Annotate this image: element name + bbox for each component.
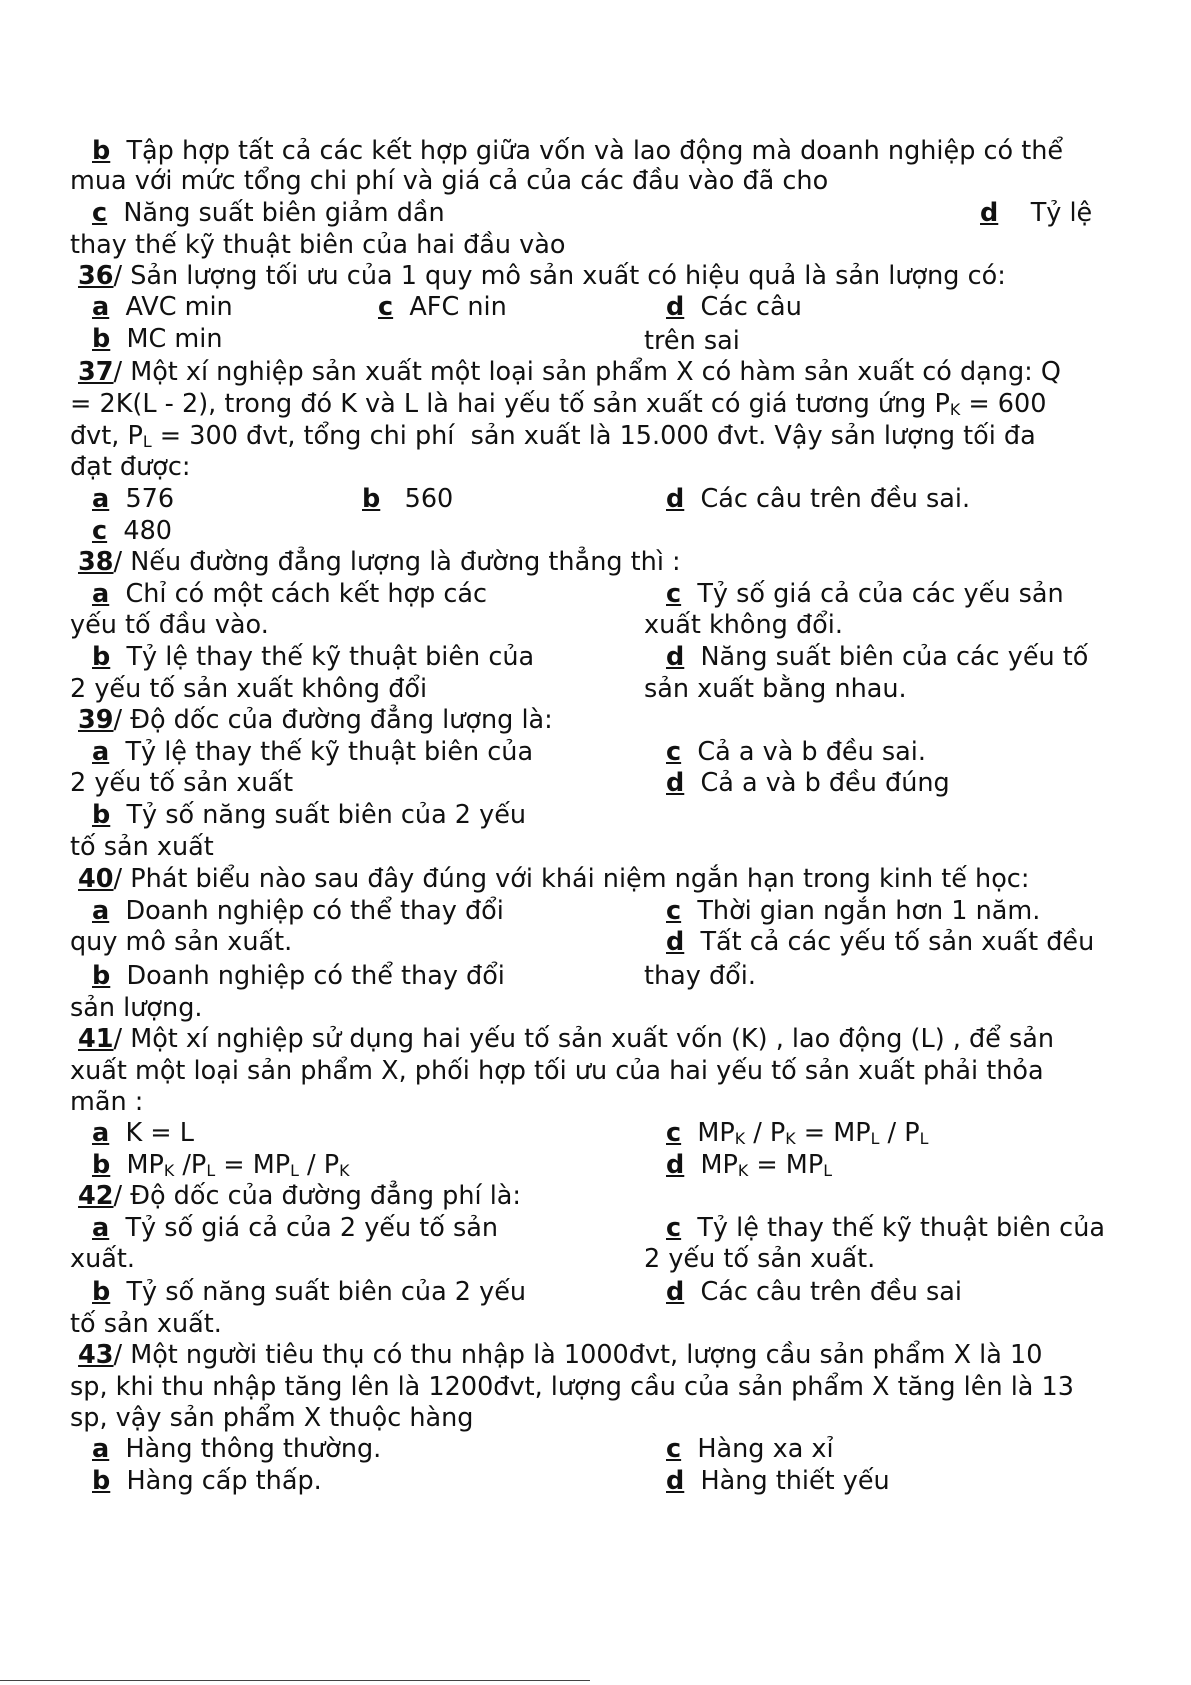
option-text-continued: trên sai	[644, 326, 740, 356]
option-text: MC min	[126, 324, 223, 354]
question-text-continued: mãn :	[70, 1087, 144, 1117]
option-key: b	[92, 642, 111, 672]
option-text: Doanh nghiệp có thể thay đổi	[125, 896, 504, 926]
option-key: c	[666, 1434, 682, 1464]
option-d	[666, 927, 1094, 957]
option-c	[666, 1213, 1105, 1243]
question-40	[78, 864, 1029, 894]
option-b	[92, 642, 534, 672]
option-key: c	[92, 198, 108, 228]
option-text: 480	[123, 516, 173, 546]
option-a	[92, 1434, 381, 1464]
option-text-continued: mua với mức tổng chi phí và giá cả của các đầu vào đã cho	[70, 166, 829, 196]
option-text: Thời gian ngắn hơn 1 năm.	[697, 896, 1041, 926]
option-key: c	[666, 1118, 682, 1148]
question-41	[78, 1024, 1054, 1054]
option-key: b	[92, 1277, 111, 1307]
option-text: Tất cả các yếu tố sản xuất đều	[700, 927, 1095, 957]
option-key: d	[666, 642, 685, 672]
option-key: d	[666, 1466, 685, 1496]
option-text: Doanh nghiệp có thể thay đổi	[126, 961, 505, 991]
question-text: / Một người tiêu thụ có thu nhập là 1000đvt, lượng cầu sản phẩm X là 10	[113, 1340, 1043, 1370]
option-d	[666, 292, 802, 322]
option-a	[92, 579, 487, 609]
question-text-continued: đạt được:	[70, 452, 191, 482]
question-38	[78, 547, 681, 577]
option-key: d	[666, 927, 685, 957]
option-c	[666, 737, 926, 767]
question-text: / Nếu đường đẳng lượng là đường thẳng thì :	[113, 547, 681, 577]
question-text-continued: = 2K(L - 2), trong đó K và L là hai yếu tố sản xuất có giá tương ứng $P_K = 600$	[70, 389, 1047, 419]
option-d	[666, 642, 1088, 672]
option-b	[92, 324, 222, 354]
option-a	[92, 292, 233, 322]
option-key: c	[92, 516, 108, 546]
option-text: Tỷ số giá cả của các yếu sản	[697, 579, 1064, 609]
option-text: Cả a và b đều đúng	[700, 768, 950, 798]
option-text: Tỷ số năng suất biên của 2 yếu	[126, 800, 527, 830]
option-text: Năng suất biên giảm dần	[123, 198, 445, 228]
option-text: Các câu trên đều sai.	[700, 484, 971, 514]
option-text-continued: yếu tố đầu vào.	[70, 610, 269, 640]
option-c	[666, 579, 1064, 609]
option-b	[92, 961, 505, 991]
question-36	[78, 261, 1006, 291]
option-text: K = L	[125, 1118, 194, 1148]
option-d	[666, 1150, 832, 1180]
option-a	[92, 1118, 194, 1148]
option-key: b	[92, 324, 111, 354]
question-number: 40	[78, 864, 114, 894]
question-number: 41	[78, 1024, 114, 1054]
option-a	[92, 484, 174, 514]
option-b	[92, 1277, 526, 1307]
option-text-continued: thay đổi.	[644, 961, 756, 991]
question-text: / Một xí nghiệp sử dụng hai yếu tố sản xuất vốn (K) , lao động (L) , để sản	[113, 1024, 1055, 1054]
question-text-continued: sp, khi thu nhập tăng lên là 1200đvt, lượng cầu của sản phẩm X tăng lên là 13	[70, 1372, 1074, 1402]
option-d	[666, 1466, 890, 1496]
option-text: Tập hợp tất cả các kết hợp giữa vốn và lao động mà doanh nghiệp có thể	[126, 136, 1064, 166]
question-text-continued: xuất một loại sản phẩm X, phối hợp tối ưu của hai yếu tố sản xuất phải thỏa	[70, 1056, 1044, 1086]
option-key: a	[92, 579, 110, 609]
option-c	[666, 1118, 928, 1148]
question-number: 43	[78, 1340, 114, 1370]
option-b	[92, 1150, 349, 1180]
question-number: 42	[78, 1181, 114, 1211]
option-d	[666, 484, 970, 514]
option-key: b	[92, 961, 111, 991]
option-key: d	[666, 292, 685, 322]
option-text: Cả a và b đều sai.	[697, 737, 926, 767]
option-text: Tỷ số năng suất biên của 2 yếu	[126, 1277, 527, 1307]
option-key: b	[92, 1466, 111, 1496]
question-text-continued: đvt, $P_L = 300$ đvt, tổng chi phí sản xuất là 15.000 đvt. Vậy sản lượng tối đa	[70, 421, 1036, 451]
option-text-continued: 2 yếu tố sản xuất không đổi	[70, 674, 428, 704]
option-key: d	[666, 484, 685, 514]
question-text: / Độ dốc của đường đẳng lượng là:	[113, 705, 553, 735]
option-text-continued: sản lượng.	[70, 993, 203, 1023]
option-text: 560	[404, 484, 454, 514]
option-key: a	[92, 484, 110, 514]
option-text-continued: sản xuất bằng nhau.	[644, 674, 907, 704]
option-key: b	[92, 136, 111, 166]
option-b	[362, 484, 453, 514]
option-key: c	[666, 737, 682, 767]
option-text: Tỷ lệ thay thế kỹ thuật biên của	[125, 737, 534, 767]
option-text: Tỷ lệ	[1030, 198, 1093, 228]
option-d	[666, 1277, 962, 1307]
option-a	[92, 1213, 498, 1243]
option-d	[980, 198, 1092, 228]
option-text: Tỷ lệ thay thế kỹ thuật biên của	[697, 1213, 1105, 1243]
option-key: d	[666, 768, 685, 798]
option-key: b	[92, 800, 111, 830]
option-a	[92, 896, 504, 926]
option-text: Tỷ lệ thay thế kỹ thuật biên của	[126, 642, 535, 672]
option-text: Hàng cấp thấp.	[126, 1466, 322, 1496]
question-text: / Phát biểu nào sau đây đúng với khái niệm ngắn hạn trong kinh tế học:	[113, 864, 1030, 894]
option-a	[92, 737, 533, 767]
option-text-continued: 2 yếu tố sản xuất.	[644, 1244, 876, 1274]
question-37	[78, 357, 1061, 387]
option-text: Các câu trên đều sai	[700, 1277, 962, 1307]
option-key: a	[92, 896, 110, 926]
question-number: 36	[78, 261, 114, 291]
option-text: $MP_K = MP_L$	[700, 1150, 833, 1180]
option-b	[92, 1466, 322, 1496]
option-text-continued: tố sản xuất	[70, 832, 214, 862]
option-key: a	[92, 292, 110, 322]
option-text: Năng suất biên của các yếu tố	[700, 642, 1089, 672]
question-number: 39	[78, 705, 114, 735]
option-key: b	[362, 484, 381, 514]
question-42	[78, 1181, 521, 1211]
option-c	[378, 292, 507, 322]
option-text: Chỉ có một cách kết hợp các	[125, 579, 488, 609]
question-39	[78, 705, 553, 735]
option-key: d	[980, 198, 999, 228]
option-text: AVC min	[125, 292, 233, 322]
option-text: Hàng xa xỉ	[697, 1434, 834, 1464]
option-text-continued: tố sản xuất.	[70, 1309, 222, 1339]
option-c	[92, 198, 445, 228]
option-key: d	[666, 1150, 685, 1180]
footer-divider	[0, 1680, 590, 1681]
option-text-continued: thay thế kỹ thuật biên của hai đầu vào	[70, 230, 566, 260]
option-b	[92, 136, 1063, 166]
option-key: c	[666, 896, 682, 926]
option-c	[92, 516, 172, 546]
option-text: AFC nin	[409, 292, 507, 322]
option-key: a	[92, 737, 110, 767]
question-number: 37	[78, 357, 114, 387]
option-key: c	[666, 1213, 682, 1243]
option-key: c	[666, 579, 682, 609]
question-text-continued: sp, vậy sản phẩm X thuộc hàng	[70, 1403, 474, 1433]
option-d	[666, 768, 950, 798]
option-key: d	[666, 1277, 685, 1307]
option-text: Các câu	[700, 292, 802, 322]
option-text: $MP_K / P_K = MP_L / P_L$	[697, 1118, 929, 1148]
question-text: / Một xí nghiệp sản xuất một loại sản phẩm X có hàm sản xuất có dạng: Q	[113, 357, 1061, 387]
option-key: a	[92, 1213, 110, 1243]
option-c	[666, 896, 1040, 926]
question-text: / Sản lượng tối ưu của 1 quy mô sản xuất có hiệu quả là sản lượng có:	[113, 261, 1006, 291]
option-text: $MP_K$ $/P_L = MP_L / P_K$	[126, 1150, 350, 1180]
question-43	[78, 1340, 1042, 1370]
option-key: a	[92, 1434, 110, 1464]
option-text: 576	[125, 484, 175, 514]
option-key: a	[92, 1118, 110, 1148]
option-text: Hàng thông thường.	[125, 1434, 382, 1464]
option-text: Hàng thiết yếu	[700, 1466, 890, 1496]
option-c	[666, 1434, 834, 1464]
option-key: c	[378, 292, 394, 322]
question-number: 38	[78, 547, 114, 577]
option-b	[92, 800, 526, 830]
option-text-continued: xuất không đổi.	[644, 610, 843, 640]
option-text-continued: quy mô sản xuất.	[70, 927, 293, 957]
question-text: / Độ dốc của đường đẳng phí là:	[113, 1181, 522, 1211]
option-key: b	[92, 1150, 111, 1180]
option-text-continued: 2 yếu tố sản xuất	[70, 768, 294, 798]
option-text: Tỷ số giá cả của 2 yếu tố sản	[125, 1213, 499, 1243]
option-text-continued: xuất.	[70, 1244, 135, 1274]
